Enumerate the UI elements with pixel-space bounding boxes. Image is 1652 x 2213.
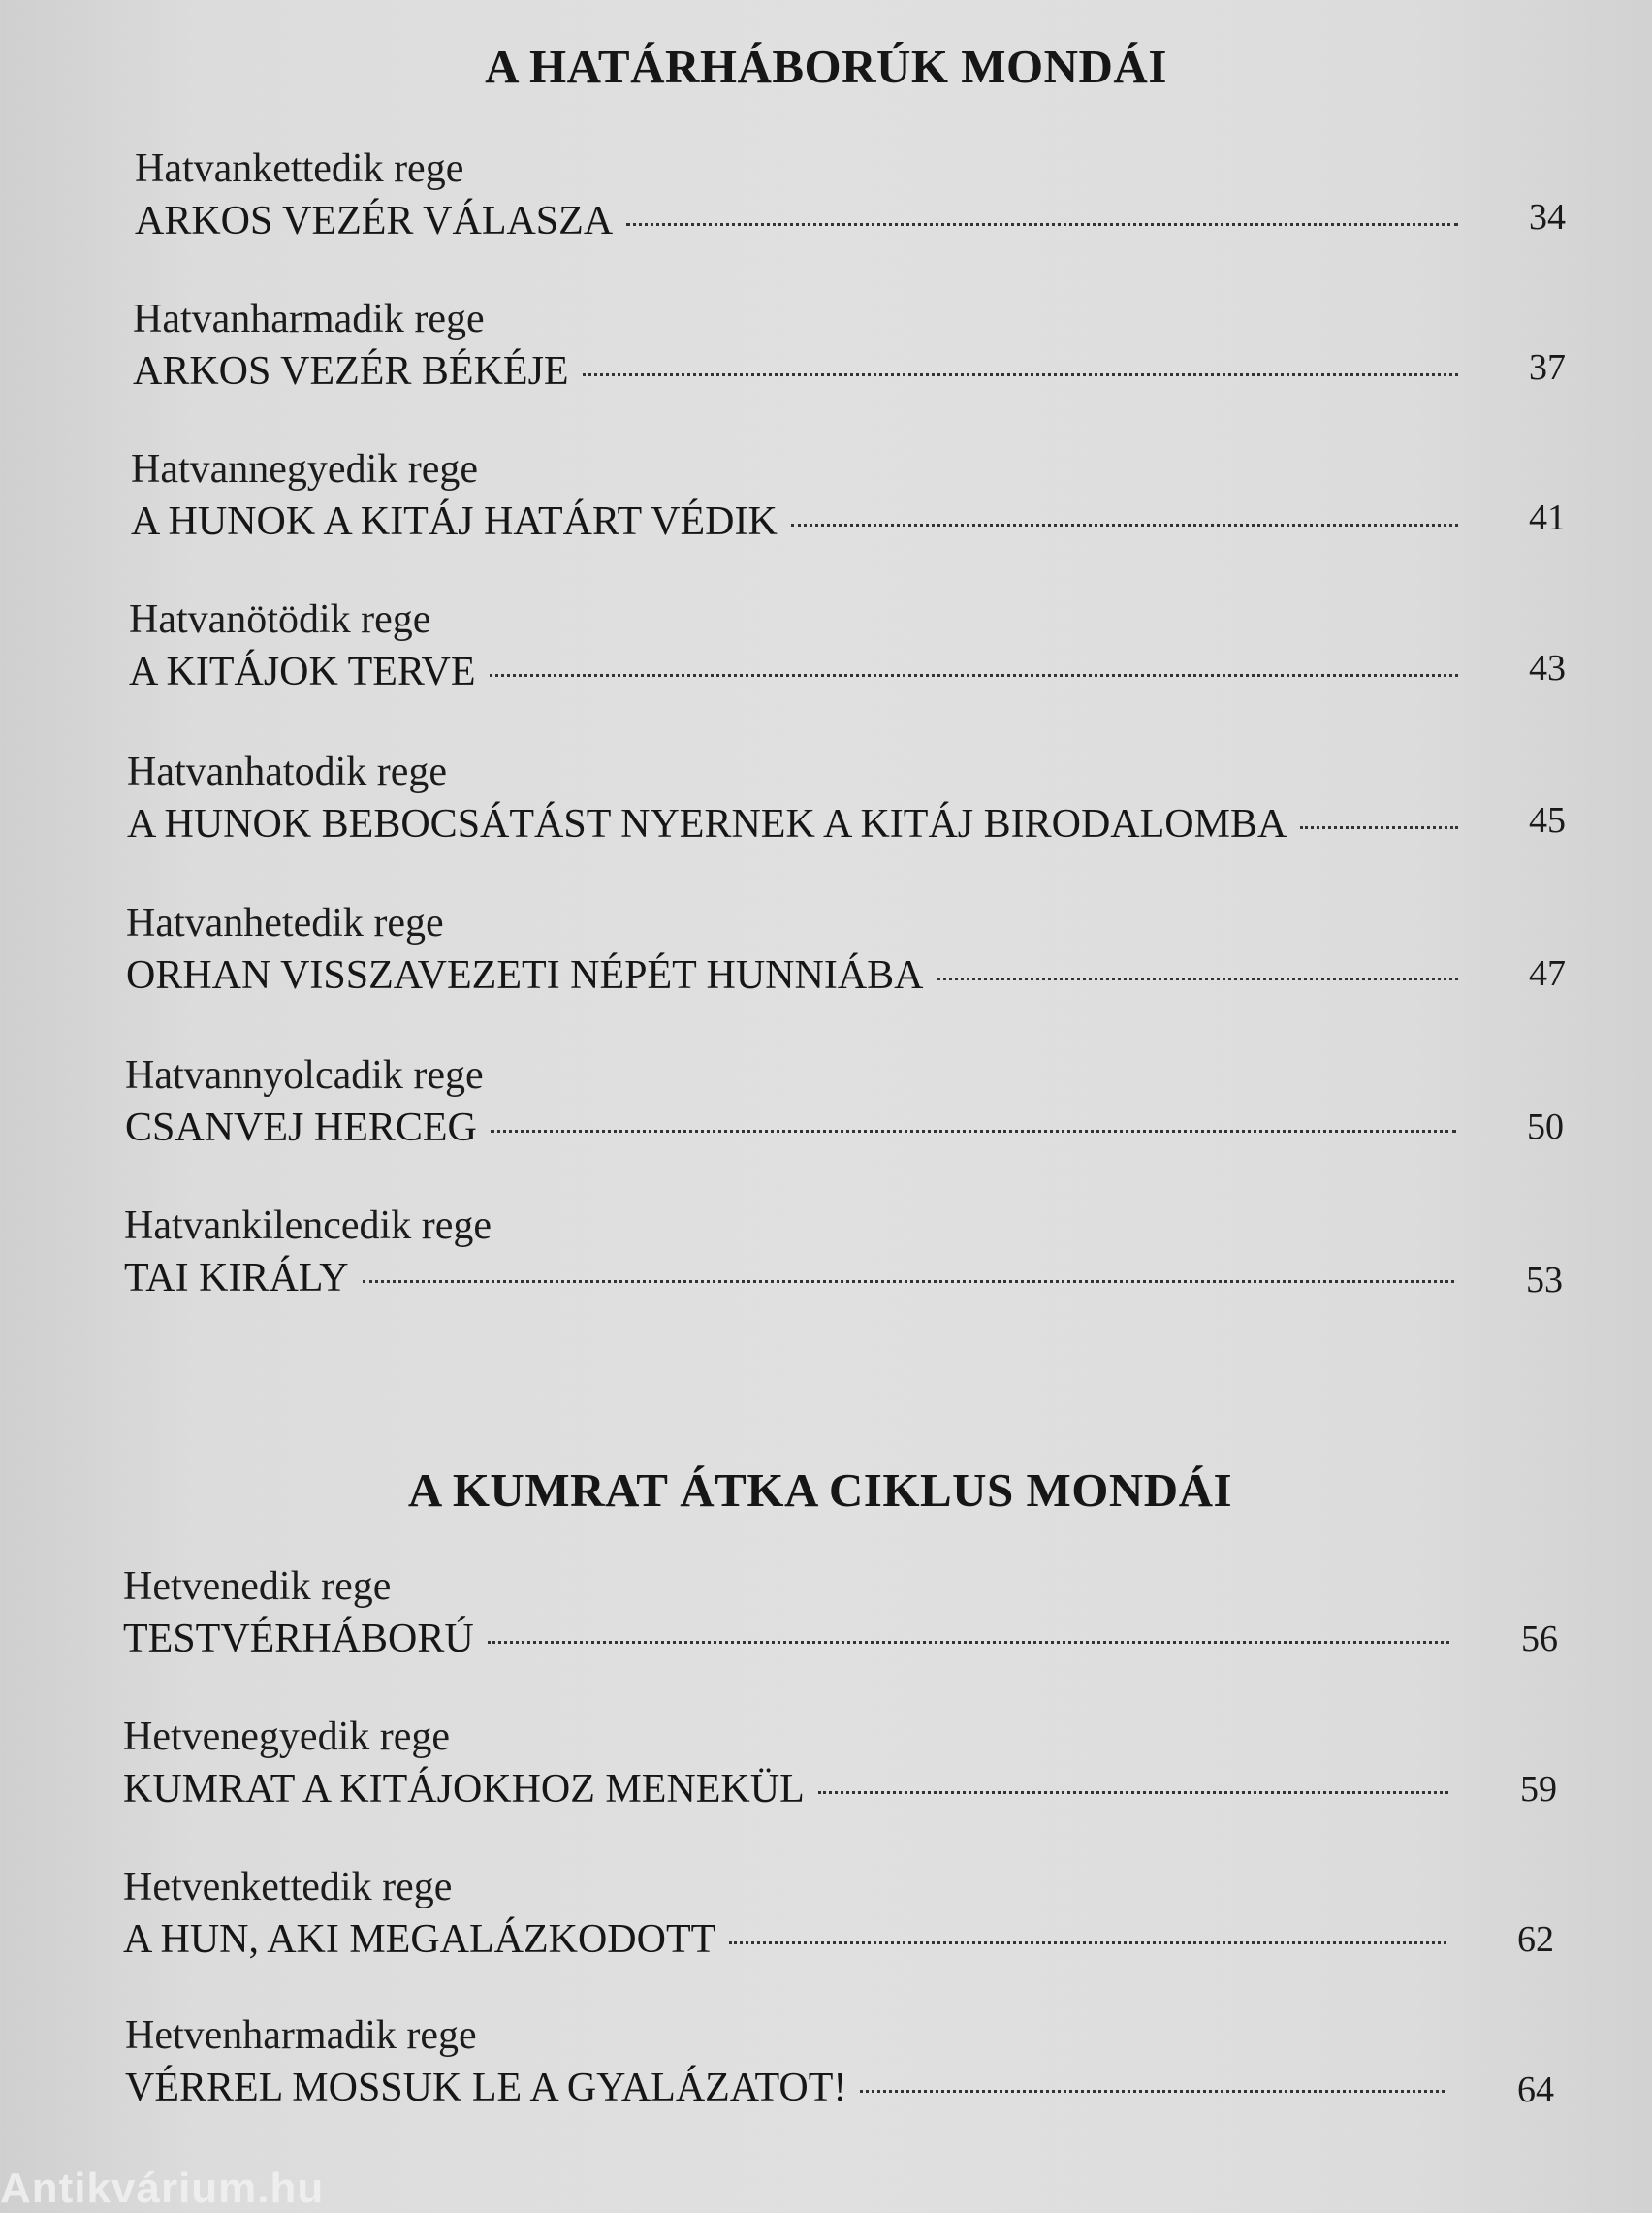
page-number: 53 [1526,1260,1563,1300]
entry-subtitle: Hatvannyolcadik rege [125,1053,484,1098]
entry-subtitle: Hetvenedik rege [123,1564,392,1609]
entry-subtitle: Hetvenegyedik rege [123,1715,451,1759]
toc-entry[interactable] [125,2012,1559,2129]
entry-line [129,649,1468,695]
page-number: 62 [1517,1919,1554,1960]
entry-line [124,1255,1464,1301]
entry-line [125,2065,1454,2111]
entry-title: ARKOS VEZÉR VÁLASZA [135,199,614,243]
toc-entry[interactable] [124,1203,1565,1319]
entry-subtitle: Hatvannegyedik rege [131,447,479,492]
entry-line [123,1916,1456,1963]
toc-entry[interactable] [125,1052,1565,1169]
toc-entry[interactable] [129,596,1565,713]
dot-leader [860,2090,1445,2093]
entry-title: KUMRAT A KITÁJOKHOZ MENEKÜL [123,1767,805,1812]
entry-title: ORHAN VISSZAVEZETI NÉPÉT HUNNIÁBA [126,953,924,998]
dot-leader [488,1641,1449,1644]
entry-title: A KITÁJOK TERVE [129,650,476,694]
dot-leader [937,978,1458,980]
dot-leader [491,1130,1456,1133]
dot-leader [583,373,1458,376]
page-number: 47 [1529,953,1566,994]
toc-entry[interactable] [123,1864,1559,1980]
toc-entry[interactable] [131,446,1565,562]
entry-subtitle: Hetvenkettedik rege [123,1865,453,1909]
section-title: A HATÁRHÁBORÚK MONDÁI [485,40,1167,93]
page-number: 56 [1521,1619,1558,1659]
entry-line [123,1616,1459,1662]
page-number: 59 [1520,1769,1557,1810]
entry-subtitle: Hetvenharmadik rege [125,2013,477,2058]
entry-line [125,1105,1466,1151]
entry-subtitle: Hatvanhetedik rege [126,901,444,946]
toc-entry[interactable] [123,1563,1559,1680]
watermark: Antikvárium.hu [0,2165,325,2212]
dot-leader [490,674,1458,677]
entry-line [131,498,1468,545]
entry-line [126,952,1468,999]
entry-line [127,801,1468,848]
page-number: 45 [1529,800,1566,841]
entry-title: A HUNOK A KITÁJ HATÁRT VÉDIK [131,499,778,544]
page-number: 43 [1529,648,1566,689]
entry-title: VÉRREL MOSSUK LE A GYALÁZATOT! [125,2066,847,2110]
dot-leader [626,223,1458,226]
entry-line [123,1766,1458,1812]
entry-title: ARKOS VEZÉR BÉKÉJE [133,349,569,394]
entry-line [135,198,1468,244]
dot-leader [818,1791,1448,1794]
page-number: 50 [1527,1106,1564,1147]
toc-entry[interactable] [127,749,1565,865]
toc-entry[interactable] [135,145,1565,262]
page-number: 64 [1517,2069,1554,2110]
entry-subtitle: Hatvanötödik rege [129,597,431,642]
dot-leader [791,524,1458,527]
entry-subtitle: Hatvanharmadik rege [133,297,485,341]
entry-title: TAI KIRÁLY [124,1256,349,1300]
entry-subtitle: Hatvanhatodik rege [127,750,448,794]
section-title: A KUMRAT ÁTKA CIKLUS MONDÁI [407,1463,1233,1517]
toc-entry[interactable] [133,296,1565,412]
entry-title: TESTVÉRHÁBORÚ [123,1617,474,1661]
page-number: 34 [1529,197,1566,238]
entry-title: CSANVEJ HERCEG [125,1106,477,1150]
entry-subtitle: Hatvankilencedik rege [124,1203,492,1248]
dot-leader [363,1280,1454,1283]
dot-leader [729,1941,1446,1944]
dot-leader [1300,826,1458,829]
entry-subtitle: Hatvankettedik rege [135,146,464,191]
page-number: 41 [1529,497,1566,538]
page-number: 37 [1529,347,1566,388]
entry-line [133,348,1468,395]
entry-title: A HUNOK BEBOCSÁTÁST NYERNEK A KITÁJ BIRODALOMBA [127,802,1287,847]
toc-entry[interactable] [123,1714,1559,1830]
toc-entry[interactable] [126,900,1565,1016]
entry-title: A HUN, AKI MEGALÁZKODOTT [123,1917,716,1962]
